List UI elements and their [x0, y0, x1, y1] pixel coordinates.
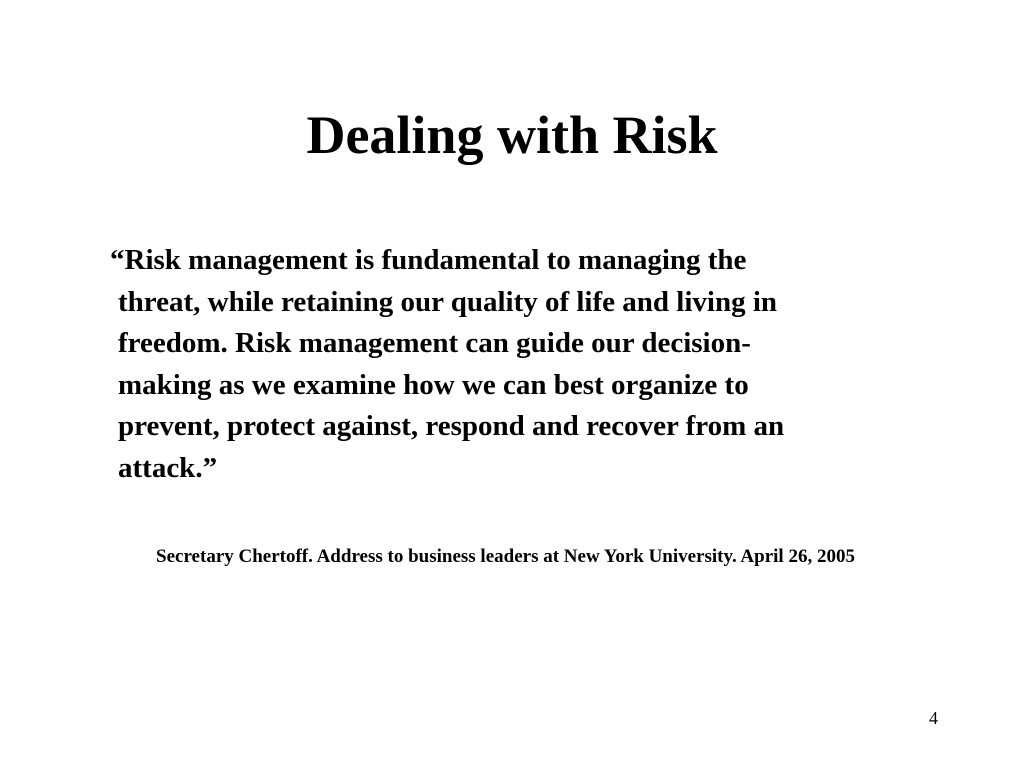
quote-block — [110, 240, 926, 490]
quote-line: threat, while retaining our quality of life and living in — [118, 285, 778, 318]
page-number: 4 — [929, 708, 938, 728]
quote-line: freedom. Risk management can guide our decision- — [118, 327, 751, 360]
quote-line: making as we examine how we can best organize to — [118, 368, 749, 401]
citation: Secretary Chertoff. Address to business leaders at New York University. April 26, 2005 — [156, 546, 855, 567]
quote-line: “Risk management is fundamental to managing the — [110, 244, 747, 276]
quote-line: attack.” — [118, 451, 218, 484]
slide-title: Dealing with Risk — [306, 105, 718, 165]
quote-line: prevent, protect against, respond and recover from an — [118, 410, 785, 443]
